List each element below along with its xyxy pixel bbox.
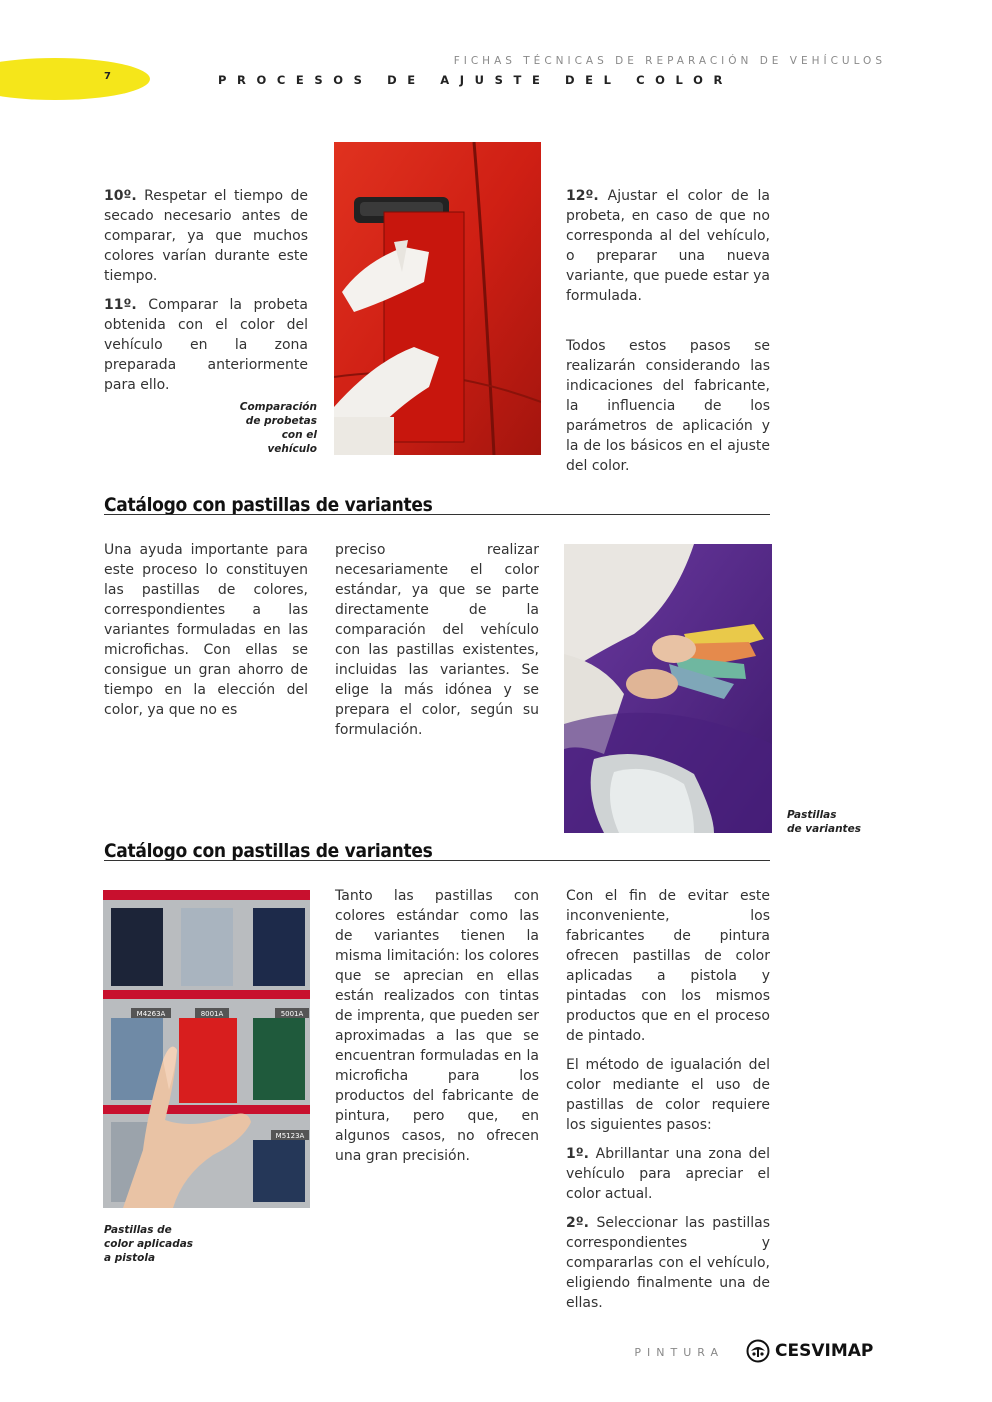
caption-aplicadas-pistola bbox=[104, 1223, 224, 1265]
caption-line: vehículo bbox=[267, 443, 317, 455]
section-1-column-1 bbox=[104, 540, 308, 729]
brand-name: CESVIMAP bbox=[775, 1341, 874, 1361]
section-1-title: Catálogo con pastillas de variantes bbox=[104, 494, 433, 516]
step-11-number: 11º. bbox=[104, 297, 137, 313]
step-12-text: Ajustar el color de la probeta, en caso de que no corresponda al del vehículo, o preparar una nueva variante, que puede estar ya formulada. bbox=[566, 188, 770, 304]
step-1-text: Abrillantar una zona del vehículo para apreciar el color actual. bbox=[566, 1146, 770, 1202]
section-2-title: Catálogo con pastillas de variantes bbox=[104, 840, 433, 862]
top-right-column bbox=[566, 186, 770, 485]
section-2-column-2 bbox=[335, 886, 539, 1175]
section-1-rule bbox=[104, 514, 770, 515]
page-tab-marker bbox=[0, 58, 150, 100]
series-title: FICHAS TÉCNICAS DE REPARACIÓN DE VEHÍCULOS bbox=[453, 55, 886, 67]
caption-line: Pastillas de bbox=[104, 1224, 172, 1236]
step-2-text: Seleccionar las pastillas correspondientes y compararlas con el vehículo, eligiendo finalmente una de ellas. bbox=[566, 1215, 770, 1311]
label-8001a: 8001A bbox=[200, 1010, 224, 1018]
cesvimap-logo bbox=[746, 1338, 873, 1364]
section-2-text-3b: El método de igualación del color mediante el uso de pastillas de color requiere los siguientes pasos: bbox=[566, 1057, 770, 1133]
caption-line: a pistola bbox=[104, 1252, 156, 1264]
step-1-number: 1º. bbox=[566, 1146, 589, 1162]
photo-swatch-rack bbox=[103, 890, 310, 1208]
caption-line: Pastillas bbox=[787, 809, 837, 821]
section-2-column-3 bbox=[566, 886, 770, 1322]
caption-line: de variantes bbox=[787, 823, 861, 835]
step-10-number: 10º. bbox=[104, 188, 137, 204]
caption-line: de probetas bbox=[245, 415, 317, 427]
section-1-column-2 bbox=[335, 540, 539, 749]
step-12-number: 12º. bbox=[566, 188, 599, 204]
label-m4263a: M4263A bbox=[136, 1010, 166, 1018]
top-left-column bbox=[104, 186, 308, 404]
caption-probetas bbox=[200, 400, 317, 456]
caption-line: color aplicadas bbox=[104, 1238, 194, 1250]
label-m5123a: M5123A bbox=[275, 1132, 305, 1140]
caption-line: con el bbox=[281, 429, 317, 441]
section-2-rule bbox=[104, 860, 770, 861]
section-1-text-1: Una ayuda importante para este proceso lo constituyen las pastillas de colores, correspondientes a las variantes formuladas en las microfichas. Con ellas se consigue un gran ahorro de tiempo en la elección del color, ya que no es bbox=[104, 542, 308, 718]
section-2-text-3a: Con el fin de evitar este inconveniente, los fabricantes de pintura ofrecen pastillas de color aplicadas a pistola y pintadas con los mismos productos que en el proceso de pintado. bbox=[566, 888, 770, 1044]
label-5001a: 5001A bbox=[280, 1010, 304, 1018]
section-2-text-2: Tanto las pastillas con colores estándar como las de variantes tienen la misma limitación: los colores que se aprecian en ellas están realizados con tintas de imprenta, que pueden ser aproximadas a las que se encuentran formuladas en la microficha para los productos del fabricante de pintura, pero que, en algunos casos, no ofrecen una gran precisión. bbox=[335, 888, 539, 1164]
step-2-number: 2º. bbox=[566, 1215, 589, 1231]
caption-line: Comparación bbox=[239, 401, 317, 413]
photo-purple-car-swatches bbox=[564, 544, 772, 833]
photo-red-car-comparison bbox=[334, 142, 541, 455]
footer-section-word: PINTURA bbox=[634, 1346, 724, 1359]
chapter-title: PROCESOS DE AJUSTE DEL COLOR bbox=[218, 73, 733, 87]
caption-variantes bbox=[787, 808, 877, 836]
cesvimap-emblem-icon bbox=[746, 1339, 770, 1363]
steps-summary: Todos estos pasos se realizarán considerando las indicaciones del fabricante, la influencia de los parámetros de aplicación y la de los básicos en el ajuste del color. bbox=[566, 338, 770, 474]
page-number: 7 bbox=[104, 71, 111, 82]
step-11-text: Comparar la probeta obtenida con el color del vehículo en la zona preparada anteriormente para ello. bbox=[104, 297, 308, 393]
step-10-text: Respetar el tiempo de secado necesario antes de comparar, ya que muchos colores varían durante este tiempo. bbox=[104, 188, 308, 284]
section-1-text-2: preciso realizar necesariamente el color estándar, ya que se parte directamente de la comparación del vehículo con las pastillas existentes, incluidas las variantes. Se elige la más idónea y se prepara el color, según su formulación. bbox=[335, 542, 539, 738]
